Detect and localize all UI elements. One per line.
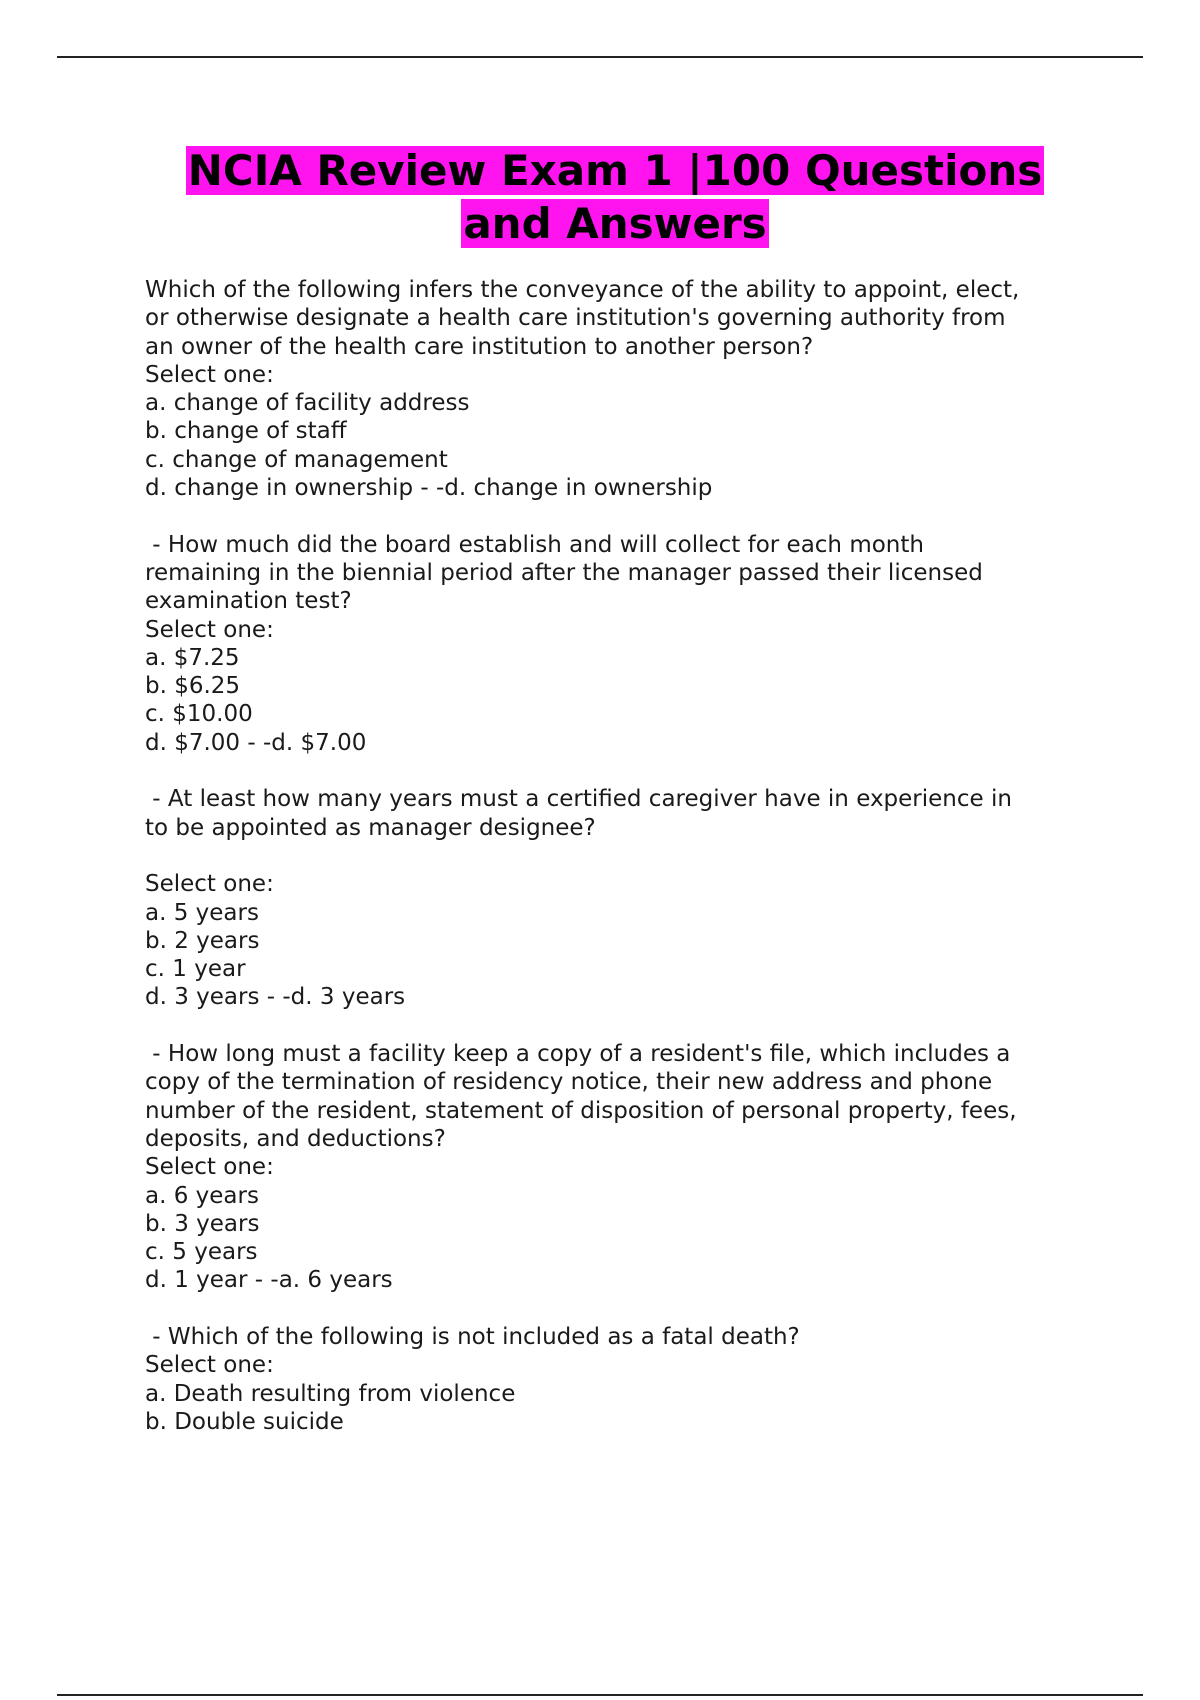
question-4: [145, 1040, 1085, 1295]
option-b: b. Double suicide: [145, 1408, 344, 1435]
select-one-label: Select one:: [145, 616, 274, 643]
question-5: [145, 1323, 1085, 1436]
question-list: [145, 276, 1085, 1464]
question-line: to be appointed as manager designee?: [145, 814, 596, 841]
select-one-label: Select one:: [145, 871, 274, 898]
option-c: c. change of management: [145, 446, 448, 473]
option-d-answer: d. 1 year - -a. 6 years: [145, 1267, 393, 1294]
blank-line: [145, 842, 1085, 870]
question-line: - How long must a facility keep a copy of a resident's file, which includes a: [145, 1041, 1011, 1068]
question-line: examination test?: [145, 588, 352, 615]
select-one-label: Select one:: [145, 1154, 274, 1181]
question-line: remaining in the biennial period after the manager passed their licensed: [145, 559, 983, 586]
option-b: b. 2 years: [145, 927, 260, 954]
select-one-label: Select one:: [145, 361, 274, 388]
option-c: c. $10.00: [145, 701, 253, 728]
question-line: copy of the termination of residency notice, their new address and phone: [145, 1069, 993, 1096]
option-a: a. 5 years: [145, 899, 259, 926]
option-b: b. $6.25: [145, 673, 241, 700]
select-one-label: Select one:: [145, 1352, 274, 1379]
title-line-2: and Answers: [463, 199, 767, 248]
option-a: a. change of facility address: [145, 390, 470, 417]
option-a: a. 6 years: [145, 1182, 259, 1209]
option-d-answer: d. 3 years - -d. 3 years: [145, 984, 406, 1011]
question-line: an owner of the health care institution to another person?: [145, 333, 814, 360]
page-title: [145, 144, 1085, 250]
question-line: - How much did the board establish and will collect for each month: [145, 531, 924, 558]
option-a: a. $7.25: [145, 644, 240, 671]
question-line: or otherwise designate a health care institution's governing authority from: [145, 305, 1006, 332]
question-line: number of the resident, statement of disposition of personal property, fees,: [145, 1097, 1017, 1124]
option-c: c. 1 year: [145, 956, 246, 983]
option-d-answer: d. $7.00 - -d. $7.00: [145, 729, 367, 756]
option-d-answer: d. change in ownership - -d. change in ownership: [145, 475, 713, 502]
question-2: [145, 531, 1085, 757]
option-b: b. change of staff: [145, 418, 347, 445]
option-c: c. 5 years: [145, 1239, 258, 1266]
option-b: b. 3 years: [145, 1210, 260, 1237]
title-line-1: NCIA Review Exam 1 |100 Questions: [187, 146, 1043, 195]
question-1: [145, 276, 1085, 502]
question-line: Which of the following infers the conveyance of the ability to appoint, elect,: [145, 277, 1020, 303]
question-line: - At least how many years must a certified caregiver have in experience in: [145, 786, 1012, 813]
question-line: deposits, and deductions?: [145, 1125, 446, 1152]
bottom-rule: [57, 1694, 1143, 1696]
question-3: [145, 785, 1085, 1011]
option-a: a. Death resulting from violence: [145, 1380, 516, 1407]
top-rule: [57, 56, 1143, 58]
question-line: - Which of the following is not included as a fatal death?: [145, 1323, 800, 1350]
